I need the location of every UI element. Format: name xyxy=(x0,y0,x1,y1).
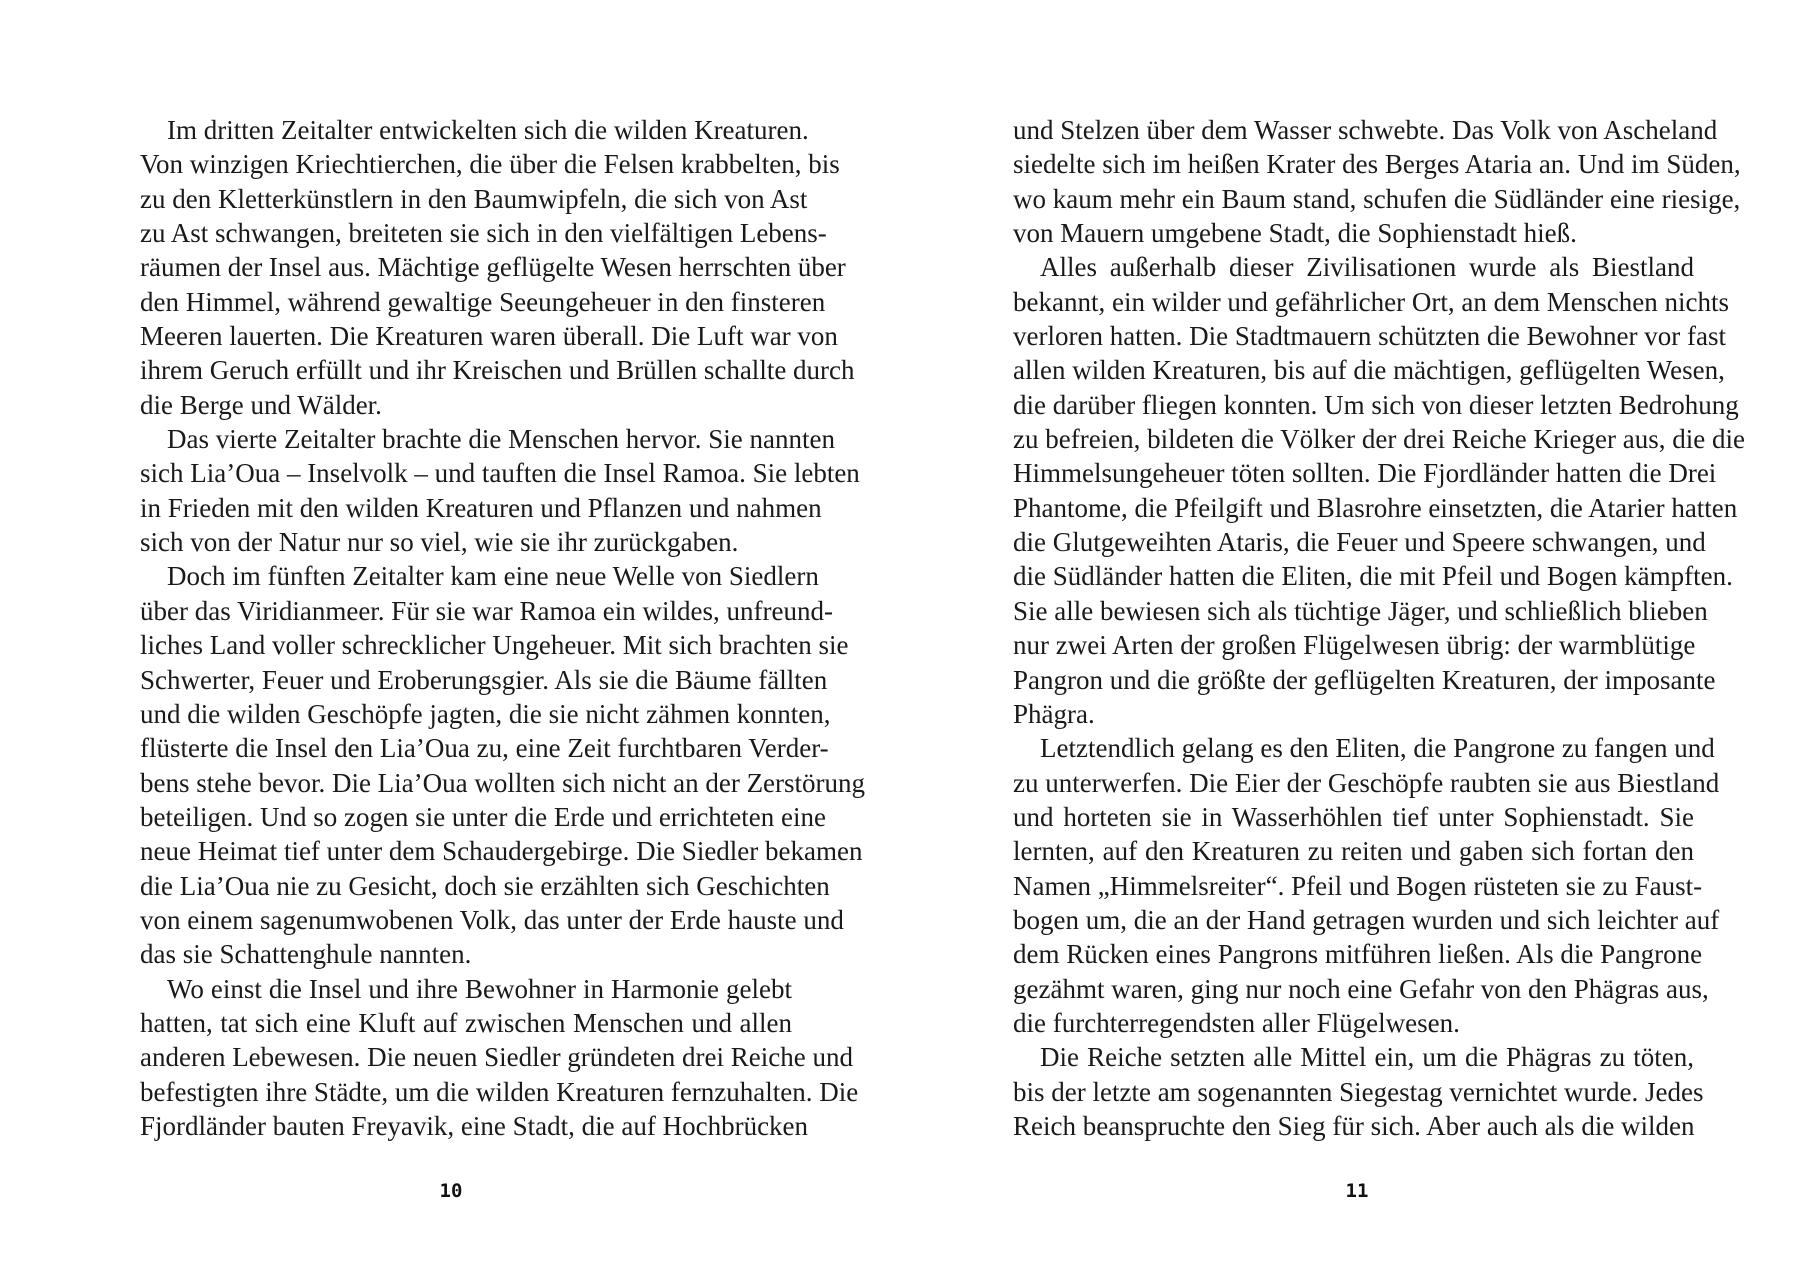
text-line: das sie Schattenghule nannten. xyxy=(140,939,472,970)
text-line: dem Rücken eines Pangrons mitführen ließen. Als die Pangrone xyxy=(1013,939,1703,970)
text-line: bekannt, ein wilder und gefährlicher Ort, an dem Menschen nichts xyxy=(1013,286,1730,317)
right-page xyxy=(902,0,1804,1280)
text-line: von Mauern umgebene Stadt, die Sophienstadt hieß. xyxy=(1013,218,1577,249)
text-line: Letztendlich gelang es den Eliten, die Pangrone zu fangen und xyxy=(1040,733,1715,764)
text-line: Reich beanspruchte den Sieg für sich. Aber auch als die wilden xyxy=(1013,1110,1695,1141)
text-line: Die Reiche setzten alle Mittel ein, um die Phägras zu töten, xyxy=(1040,1042,1694,1073)
text-line: verloren hatten. Die Stadtmauern schützten die Bewohner vor fast xyxy=(1013,321,1727,352)
text-line: Phantome, die Pfeilgift und Blasrohre einsetzten, die Atarier hatten xyxy=(1013,492,1738,523)
text-line: Pangron und die größte der geflügelten Kreaturen, der imposante xyxy=(1013,664,1716,695)
text-line: lernten, auf den Kreaturen zu reiten und gaben sich fortan den xyxy=(1013,836,1694,867)
text-line: über das Viridianmeer. Für sie war Ramoa ein wildes, unfreund- xyxy=(140,595,833,626)
text-line: die Glutgeweihten Ataris, die Feuer und Speere schwangen, und xyxy=(1013,527,1706,558)
text-line: zu befreien, bildeten die Völker der drei Reiche Krieger aus, die die xyxy=(1013,424,1745,455)
text-line: Meeren lauerten. Die Kreaturen waren überall. Die Luft war von xyxy=(140,321,838,352)
right-page-text xyxy=(1013,113,1745,1143)
text-line: neue Heimat tief unter dem Schaudergebirge. Die Siedler bekamen xyxy=(140,836,863,867)
text-line: Phägra. xyxy=(1013,698,1095,729)
text-line: beteiligen. Und so zogen sie unter die Erde und errichteten eine xyxy=(140,801,826,832)
text-line: Das vierte Zeitalter brachte die Menschen hervor. Sie nannten xyxy=(167,424,835,455)
page-number-left: 10 xyxy=(439,1180,463,1202)
text-line: Von winzigen Kriechtierchen, die über die Felsen krabbelten, bis xyxy=(140,149,840,180)
text-line: Namen „Himmelsreiter“. Pfeil und Bogen rüsteten sie zu Faust- xyxy=(1013,870,1703,901)
text-line: und horteten sie in Wasserhöhlen tief unter Sophienstadt. Sie xyxy=(1013,801,1694,832)
text-line: flüsterte die Insel den Lia’Oua zu, eine Zeit furchtbaren Verder- xyxy=(140,733,829,764)
text-line: von einem sagenumwobenen Volk, das unter der Erde hauste und xyxy=(140,904,844,935)
text-line: Schwerter, Feuer und Eroberungsgier. Als sie die Bäume fällten xyxy=(140,664,828,695)
text-line: allen wilden Kreaturen, bis auf die mächtigen, geflügelten Wesen, xyxy=(1013,355,1725,386)
text-line: die Berge und Wälder. xyxy=(140,389,382,420)
text-line: bens stehe bevor. Die Lia’Oua wollten sich nicht an der Zerstörung xyxy=(140,767,866,798)
text-line: Himmelsungeheuer töten sollten. Die Fjordländer hatten die Drei xyxy=(1013,458,1717,489)
text-line: und die wilden Geschöpfe jagten, die sie nicht zähmen konnten, xyxy=(140,698,831,729)
text-line: sich von der Natur nur so viel, wie sie ihr zurückgaben. xyxy=(140,527,739,558)
text-line: ihrem Geruch erfüllt und ihr Kreischen und Brüllen schallte durch xyxy=(140,355,855,386)
text-line: bogen um, die an der Hand getragen wurden und sich leichter auf xyxy=(1013,904,1720,935)
text-line: die Südländer hatten die Eliten, die mit Pfeil und Bogen kämpften. xyxy=(1013,561,1733,592)
text-line: hatten, tat sich eine Kluft auf zwischen Menschen und allen xyxy=(140,1007,792,1038)
text-line: und Stelzen über dem Wasser schwebte. Das Volk von Ascheland xyxy=(1013,115,1718,145)
text-line: Wo einst die Insel und ihre Bewohner in Harmonie gelebt xyxy=(167,973,792,1004)
text-line: Im dritten Zeitalter entwickelten sich die wilden Kreaturen. xyxy=(167,115,809,145)
text-line: räumen der Insel aus. Mächtige geflügelte Wesen herrschten über xyxy=(140,252,846,283)
text-line: nur zwei Arten der großen Flügelwesen übrig: der warmblütige xyxy=(1013,630,1696,661)
text-line: anderen Lebewesen. Die neuen Siedler gründeten drei Reiche und xyxy=(140,1042,853,1073)
text-line: zu den Kletterkünstlern in den Baumwipfeln, die sich von Ast xyxy=(140,183,808,214)
text-line: zu Ast schwangen, breiteten sie sich in den vielfältigen Lebens- xyxy=(140,218,827,249)
text-line: Alles außerhalb dieser Zivilisationen wurde als Biestland xyxy=(1040,252,1694,283)
text-line: Fjordländer bauten Freyavik, eine Stadt, die auf Hochbrücken xyxy=(140,1110,809,1141)
text-line: befestigten ihre Städte, um die wilden Kreaturen fernzuhalten. Die xyxy=(140,1076,859,1107)
text-line: gezähmt waren, ging nur noch eine Gefahr von den Phägras aus, xyxy=(1013,973,1709,1004)
text-line: die furchterregendsten aller Flügelwesen. xyxy=(1013,1007,1460,1038)
left-page-text xyxy=(140,113,866,1143)
page-number-right: 11 xyxy=(1345,1180,1369,1202)
text-line: in Frieden mit den wilden Kreaturen und Pflanzen und nahmen xyxy=(140,492,822,523)
text-line: sich Lia’Oua – Inselvolk – und tauften die Insel Ramoa. Sie lebten xyxy=(140,458,860,489)
text-line: Doch im fünften Zeitalter kam eine neue Welle von Siedlern xyxy=(167,561,819,592)
text-line: wo kaum mehr ein Baum stand, schufen die Südländer eine riesige, xyxy=(1013,183,1741,214)
text-line: bis der letzte am sogenannten Siegestag vernichtet wurde. Jedes xyxy=(1013,1076,1704,1107)
text-line: den Himmel, während gewaltige Seeungeheuer in den finsteren xyxy=(140,286,826,317)
text-line: liches Land voller schrecklicher Ungeheuer. Mit sich brachten sie xyxy=(140,630,849,661)
text-line: die darüber fliegen konnten. Um sich von dieser letzten Bedrohung xyxy=(1013,389,1739,420)
text-line: Sie alle bewiesen sich als tüchtige Jäger, und schließlich blieben xyxy=(1013,595,1708,626)
text-line: zu unterwerfen. Die Eier der Geschöpfe raubten sie aus Biestland xyxy=(1013,767,1720,798)
text-line: siedelte sich im heißen Krater des Berges Ataria an. Und im Süden, xyxy=(1013,149,1741,180)
text-line: die Lia’Oua nie zu Gesicht, doch sie erzählten sich Geschichten xyxy=(140,870,830,901)
